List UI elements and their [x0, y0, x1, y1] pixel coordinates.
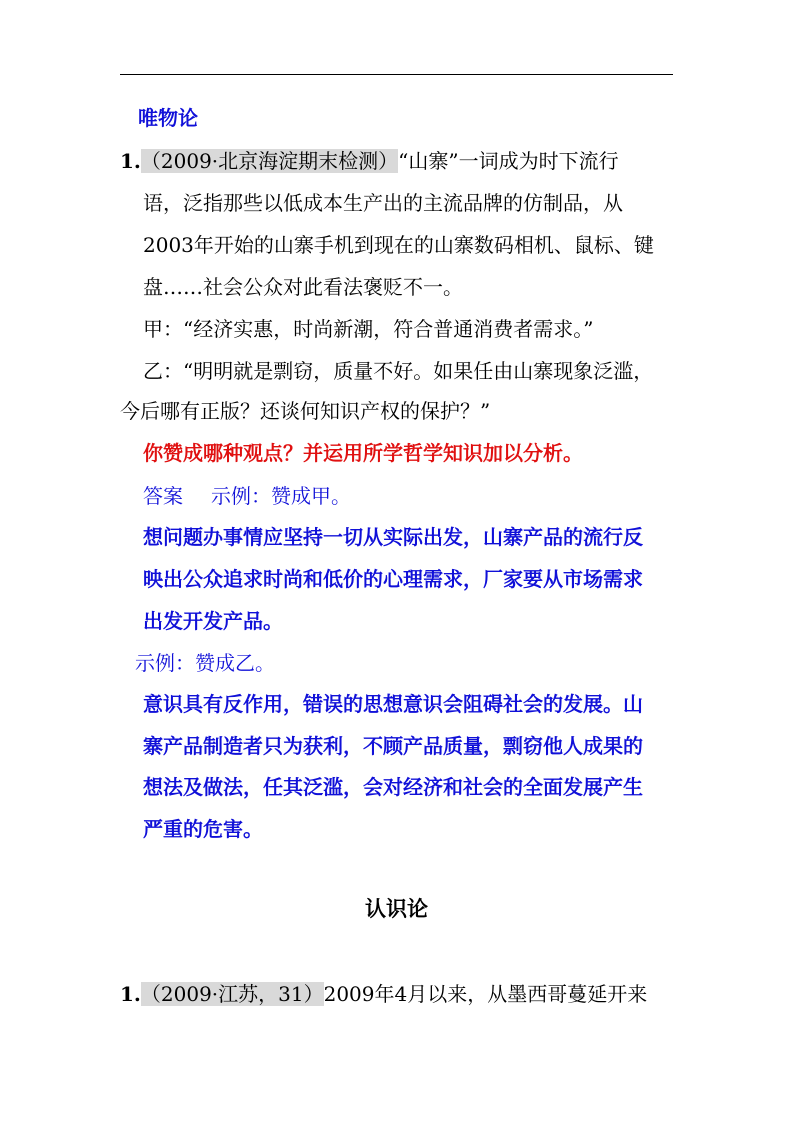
question-1-line-4: 盘……社会公众对此看法褒贬不一。 — [143, 275, 463, 299]
question-source: （2009·江苏，31） — [140, 982, 324, 1006]
answer-label: 答案 — [143, 484, 183, 508]
answer-example-2: 示例：赞成乙。 — [135, 651, 275, 675]
answer-1-line-1: 想问题办事情应坚持一切从实际出发，山寨产品的流行反 — [143, 525, 643, 549]
answer-2-line-3: 想法及做法，任其泛滥，会对经济和社会的全面发展产生 — [143, 775, 643, 799]
viewpoint-yi-line-2: 今后哪有正版？还谈何知识产权的保护？” — [120, 399, 491, 423]
question-2-line-1 — [120, 981, 647, 1007]
question-1-line-3: 2003年开始的山寨手机到现在的山寨数码相机、鼠标、键 — [143, 233, 654, 257]
question-number: 1. — [120, 149, 141, 173]
answer-1-line-2: 映出公众追求时尚和低价的心理需求，厂家要从市场需求 — [143, 567, 643, 591]
answer-example-1: 示例：赞成甲。 — [211, 484, 351, 508]
answer-2-line-4: 严重的危害。 — [143, 817, 263, 841]
answer-2-line-2: 寨产品制造者只为获利，不顾产品质量，剽窃他人成果的 — [143, 734, 643, 758]
question-number: 1. — [120, 982, 141, 1006]
top-rule — [120, 74, 673, 75]
question-text: “山寨”一词成为时下流行 — [398, 149, 619, 173]
answer-1-line-3: 出发开发产品。 — [143, 609, 283, 633]
question-source: （2009·北京海淀期末检测） — [140, 149, 399, 173]
question-text: 2009年4月以来，从墨西哥蔓延开来 — [323, 982, 648, 1006]
viewpoint-jia: 甲：“经济实惠，时尚新潮，符合普通消费者需求。” — [143, 317, 594, 341]
question-prompt: 你赞成哪种观点？并运用所学哲学知识加以分析。 — [143, 441, 583, 465]
question-1-line-2: 语，泛指那些以低成本生产出的主流品牌的仿制品，从 — [143, 191, 623, 215]
answer-header — [143, 483, 351, 509]
section-heading-materialism: 唯物论 — [138, 106, 198, 130]
section-heading-epistemology: 认识论 — [365, 896, 428, 921]
viewpoint-yi-line-1: 乙：“明明就是剽窃，质量不好。如果任由山寨现象泛滥， — [143, 359, 654, 383]
question-1-line-1 — [120, 148, 619, 174]
answer-2-line-1: 意识具有反作用，错误的思想意识会阻碍社会的发展。山 — [143, 692, 643, 716]
